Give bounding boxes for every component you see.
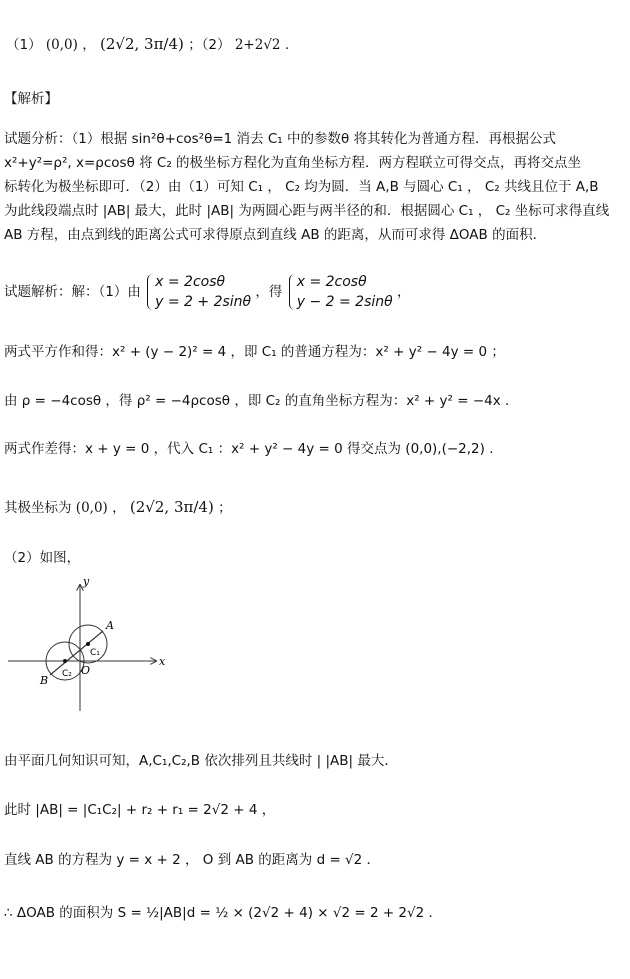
polar-point: (0,0)	[75, 500, 108, 516]
answer-point: (0,0)	[45, 37, 78, 53]
axis-x-label: x	[159, 655, 166, 668]
conclusion-line-1: 由平面几何知识可知，A,C₁,C₂,B 依次排列且共线时 | |AB| 最大．	[4, 753, 398, 769]
equation-system-2	[287, 272, 393, 312]
analysis-line-1: 试题分析：（1）根据 sin²θ+cos²θ=1 消去 C₁ 中的参数θ 将其转化为普通方程．再根据公式	[4, 131, 557, 147]
section-header: 【解析】	[4, 91, 58, 107]
center-c2-dot	[63, 659, 67, 663]
answer-sep: ，	[82, 37, 96, 53]
conclusion-line-4: ∴ ΔOAB 的面积为 S = ½|AB|d = ½ × (2√2 + 4) × √2 = 2 + 2√2 ．	[4, 905, 442, 921]
polar-end: ；	[218, 500, 232, 516]
origin-label: O	[81, 664, 91, 677]
answer-polar: (2√2, 3π/4)	[100, 35, 184, 53]
conclusion-line-3: 直线 AB 的方程为 y = x + 2 ， O 到 AB 的距离为 d = √2 ．	[4, 852, 381, 868]
center-c1-dot	[86, 642, 90, 646]
sys2-eq-b: y − 2 = 2sinθ	[296, 294, 393, 310]
c2-label: C₂	[62, 669, 72, 679]
solution-line-4: 两式作差得：x + y = 0 ，代入 C₁ ：x² + y² − 4y = 0 得交点为 (0,0),(−2,2) ．	[4, 441, 503, 457]
polar-text: 其极坐标为	[4, 500, 72, 516]
sys2-eq-a: x = 2cosθ	[296, 274, 367, 290]
solution-line-5	[4, 497, 232, 517]
polar-sep: ，	[112, 500, 126, 516]
answer-line	[6, 34, 289, 54]
answer-part1-label: （1）	[6, 37, 42, 53]
solution-system-line	[4, 272, 411, 312]
answer-part2-label: ；（2）	[188, 37, 231, 53]
point-b-label: B	[40, 674, 49, 687]
analysis-line-5: AB 方程，由点到线的距离公式可求得原点到直线 AB 的距离，从而可求得 ΔOAB 的面积．	[4, 227, 547, 243]
analysis-line-4: 为此线段端点时 |AB| 最大，此时 |AB| 为两圆心距与两半径的和．根据圆心 C₁ ， C₂ 坐标可求得直线	[4, 203, 610, 219]
sys1-eq-a: x = 2cosθ	[155, 274, 226, 290]
equation-system-1	[145, 272, 251, 312]
answer-end: .	[284, 37, 290, 53]
solution-line-3: 由 ρ = −4cosθ ，得 ρ² = −4ρcosθ ，即 C₂ 的直角坐标方程为：x² + y² = −4x ．	[4, 393, 519, 409]
answer-value: 2+2√2	[234, 37, 281, 53]
sys1-eq-b: y = 2 + 2sinθ	[155, 294, 252, 310]
solution-line-6: （2）如图，	[4, 550, 81, 566]
point-a-label: A	[106, 619, 114, 632]
analysis-line-2: x²+y²=ρ², x=ρcosθ 将 C₂ 的极坐标方程化为直角坐标方程．两方程联立可得交点，再将交点坐	[4, 155, 582, 171]
axis-y-label: y	[83, 575, 90, 588]
polar-coords: (2√2, 3π/4)	[129, 498, 214, 516]
c1-label: C₁	[90, 648, 100, 658]
solution-mid: ，得	[255, 283, 283, 300]
geometry-figure	[8, 575, 178, 715]
solution-line-2: 两式平方作和得：x² + (y − 2)² = 4 ，即 C₁ 的普通方程为：x² + y² − 4y = 0 ；	[4, 344, 505, 360]
conclusion-line-2: 此时 |AB| = |C₁C₂| + r₂ + r₁ = 2√2 + 4 ，	[4, 802, 276, 818]
analysis-line-3: 标转化为极坐标即可．（2）由（1）可知 C₁ ， C₂ 均为圆．当 A,B 与圆心 C₁ ， C₂ 共线且位于 A,B	[4, 179, 599, 195]
solution-intro: 试题解析：解：（1）由	[4, 283, 141, 300]
solution-end: ，	[397, 283, 411, 300]
